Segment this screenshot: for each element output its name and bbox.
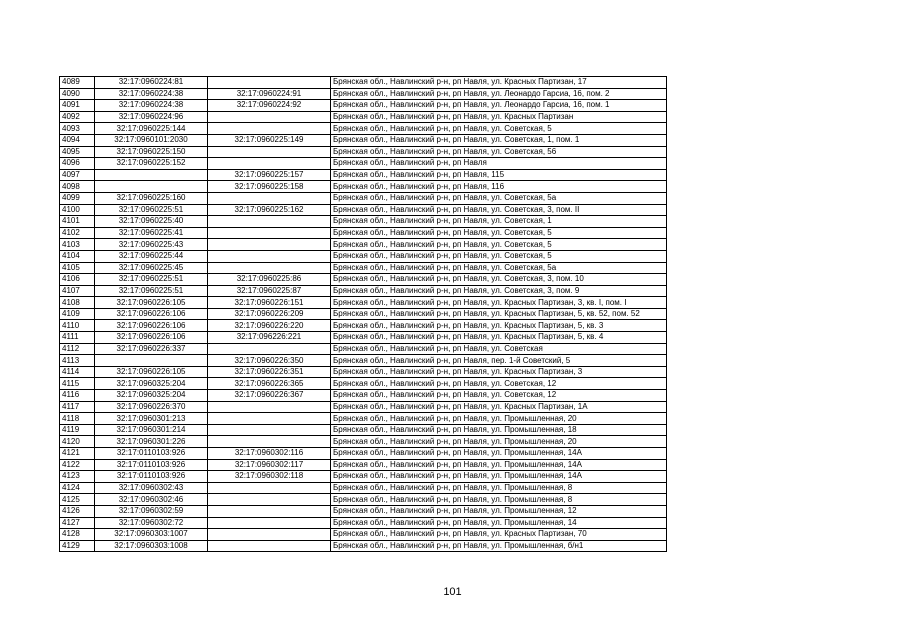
cadastral-number-cell: 32:17:0960325:204 xyxy=(95,378,208,390)
cadastral-number-cell: 32:17:0960225:51 xyxy=(95,274,208,286)
table-row xyxy=(60,192,667,204)
table-row xyxy=(60,308,667,320)
table-row xyxy=(60,471,667,483)
table-row xyxy=(60,297,667,309)
table-row xyxy=(60,134,667,146)
row-number-cell: 4096 xyxy=(60,158,95,170)
table-row xyxy=(60,146,667,158)
related-cadastral-number-cell xyxy=(208,192,331,204)
address-cell: Брянская обл., Навлинский р-н, рп Навля, ул. Красных Партизан xyxy=(331,111,667,123)
address-cell: Брянская обл., Навлинский р-н, рп Навля, ул. Советская, 5а xyxy=(331,262,667,274)
related-cadastral-number-cell: 32:17:0960226:350 xyxy=(208,355,331,367)
row-number-cell: 4098 xyxy=(60,181,95,193)
cadastral-number-cell: 32:17:0110103:926 xyxy=(95,459,208,471)
row-number-cell: 4097 xyxy=(60,169,95,181)
address-cell: Брянская обл., Навлинский р-н, рп Навля, ул. Советская, 1, пом. 1 xyxy=(331,134,667,146)
related-cadastral-number-cell xyxy=(208,239,331,251)
row-number-cell: 4128 xyxy=(60,529,95,541)
address-cell: Брянская обл., Навлинский р-н, рп Навля, ул. Промышленная, 18 xyxy=(331,424,667,436)
row-number-cell: 4124 xyxy=(60,482,95,494)
table-row xyxy=(60,378,667,390)
related-cadastral-number-cell: 32:17:0960225:87 xyxy=(208,285,331,297)
cadastral-number-cell: 32:17:0960101:2030 xyxy=(95,134,208,146)
related-cadastral-number-cell xyxy=(208,343,331,355)
related-cadastral-number-cell xyxy=(208,401,331,413)
table-row xyxy=(60,401,667,413)
row-number-cell: 4105 xyxy=(60,262,95,274)
cadastral-number-cell: 32:17:0110103:926 xyxy=(95,471,208,483)
table-row xyxy=(60,181,667,193)
row-number-cell: 4094 xyxy=(60,134,95,146)
related-cadastral-number-cell xyxy=(208,146,331,158)
address-cell: Брянская обл., Навлинский р-н, рп Навля, ул. Красных Партизан, 5, кв. 3 xyxy=(331,320,667,332)
cadastral-number-cell xyxy=(95,169,208,181)
related-cadastral-number-cell: 32:17:0960302:118 xyxy=(208,471,331,483)
cadastral-number-cell: 32:17:0960225:41 xyxy=(95,227,208,239)
row-number-cell: 4123 xyxy=(60,471,95,483)
address-cell: Брянская обл., Навлинский р-н, рп Навля, ул. Промышленная, 14 xyxy=(331,517,667,529)
address-cell: Брянская обл., Навлинский р-н, рп Навля, ул. Красных Партизан, 5, кв. 4 xyxy=(331,332,667,344)
address-cell: Брянская обл., Навлинский р-н, рп Навля, ул. Промышленная, 20 xyxy=(331,436,667,448)
row-number-cell: 4106 xyxy=(60,274,95,286)
table-row xyxy=(60,169,667,181)
related-cadastral-number-cell xyxy=(208,158,331,170)
row-number-cell: 4093 xyxy=(60,123,95,135)
address-cell: Брянская обл., Навлинский р-н, рп Навля, ул. Советская, 12 xyxy=(331,390,667,402)
row-number-cell: 4125 xyxy=(60,494,95,506)
row-number-cell: 4095 xyxy=(60,146,95,158)
cadastral-number-cell: 32:17:0960303:1007 xyxy=(95,529,208,541)
address-cell: Брянская обл., Навлинский р-н, рп Навля, ул. Красных Партизан, 5, кв. 52, пом. 52 xyxy=(331,308,667,320)
address-cell: Брянская обл., Навлинский р-н, рп Навля xyxy=(331,158,667,170)
cadastral-number-cell: 32:17:0960225:43 xyxy=(95,239,208,251)
address-cell: Брянская обл., Навлинский р-н, рп Навля, пер. 1-й Советский, 5 xyxy=(331,355,667,367)
row-number-cell: 4092 xyxy=(60,111,95,123)
related-cadastral-number-cell: 32:17:0960225:157 xyxy=(208,169,331,181)
table-row xyxy=(60,320,667,332)
related-cadastral-number-cell: 32:17:0960226:220 xyxy=(208,320,331,332)
address-cell: Брянская обл., Навлинский р-н, рп Навля, ул. Советская, 12 xyxy=(331,378,667,390)
related-cadastral-number-cell xyxy=(208,424,331,436)
table-row xyxy=(60,239,667,251)
related-cadastral-number-cell xyxy=(208,227,331,239)
row-number-cell: 4122 xyxy=(60,459,95,471)
cadastral-number-cell: 32:17:0960226:337 xyxy=(95,343,208,355)
cadastral-number-cell: 32:17:0960302:46 xyxy=(95,494,208,506)
related-cadastral-number-cell xyxy=(208,517,331,529)
address-cell: Брянская обл., Навлинский р-н, рп Навля, ул. Промышленная, 14А xyxy=(331,471,667,483)
table-row xyxy=(60,366,667,378)
address-cell: Брянская обл., Навлинский р-н, рп Навля, ул. Красных Партизан, 3 xyxy=(331,366,667,378)
cadastral-number-cell: 32:17:0960225:150 xyxy=(95,146,208,158)
table-row xyxy=(60,390,667,402)
address-cell: Брянская обл., Навлинский р-н, рп Навля, ул. Промышленная, 14А xyxy=(331,448,667,460)
address-cell: Брянская обл., Навлинский р-н, рп Навля, ул. Промышленная, 8 xyxy=(331,494,667,506)
cadastral-number-cell: 32:17:0960225:40 xyxy=(95,216,208,228)
row-number-cell: 4107 xyxy=(60,285,95,297)
row-number-cell: 4112 xyxy=(60,343,95,355)
cadastral-number-cell: 32:17:0960325:204 xyxy=(95,390,208,402)
cadastral-number-cell: 32:17:0960224:38 xyxy=(95,88,208,100)
table-row xyxy=(60,285,667,297)
address-cell: Брянская обл., Навлинский р-н, рп Навля, 116 xyxy=(331,181,667,193)
row-number-cell: 4099 xyxy=(60,192,95,204)
address-cell: Брянская обл., Навлинский р-н, рп Навля, ул. Промышленная, б/н1 xyxy=(331,540,667,552)
related-cadastral-number-cell xyxy=(208,123,331,135)
related-cadastral-number-cell: 32:17:096226:221 xyxy=(208,332,331,344)
address-cell: Брянская обл., Навлинский р-н, рп Навля, ул. Советская, 3, пом. 10 xyxy=(331,274,667,286)
table-row xyxy=(60,204,667,216)
row-number-cell: 4115 xyxy=(60,378,95,390)
related-cadastral-number-cell xyxy=(208,540,331,552)
cadastral-number-cell: 32:17:0960225:51 xyxy=(95,204,208,216)
cadastral-number-cell: 32:17:0960224:81 xyxy=(95,77,208,89)
row-number-cell: 4117 xyxy=(60,401,95,413)
table-row xyxy=(60,262,667,274)
table-row xyxy=(60,355,667,367)
related-cadastral-number-cell: 32:17:0960226:151 xyxy=(208,297,331,309)
table-row xyxy=(60,448,667,460)
cadastral-number-cell: 32:17:0960303:1008 xyxy=(95,540,208,552)
cadastral-table-body xyxy=(60,77,667,552)
row-number-cell: 4100 xyxy=(60,204,95,216)
table-row xyxy=(60,494,667,506)
row-number-cell: 4114 xyxy=(60,366,95,378)
related-cadastral-number-cell xyxy=(208,529,331,541)
address-cell: Брянская обл., Навлинский р-н, рп Навля, ул. Советская, 1 xyxy=(331,216,667,228)
address-cell: Брянская обл., Навлинский р-н, рп Навля, ул. Промышленная, 12 xyxy=(331,505,667,517)
table-row xyxy=(60,77,667,89)
table-row xyxy=(60,459,667,471)
row-number-cell: 4089 xyxy=(60,77,95,89)
row-number-cell: 4101 xyxy=(60,216,95,228)
address-cell: Брянская обл., Навлинский р-н, рп Навля, ул. Промышленная, 20 xyxy=(331,413,667,425)
table-row xyxy=(60,332,667,344)
address-cell: Брянская обл., Навлинский р-н, рп Навля, ул. Советская, 5 xyxy=(331,239,667,251)
row-number-cell: 4118 xyxy=(60,413,95,425)
row-number-cell: 4111 xyxy=(60,332,95,344)
table-row xyxy=(60,529,667,541)
table-row xyxy=(60,158,667,170)
related-cadastral-number-cell xyxy=(208,436,331,448)
address-cell: Брянская обл., Навлинский р-н, рп Навля, ул. Советская, 56 xyxy=(331,146,667,158)
table-row xyxy=(60,482,667,494)
related-cadastral-number-cell xyxy=(208,216,331,228)
cadastral-number-cell: 32:17:0960302:72 xyxy=(95,517,208,529)
row-number-cell: 4108 xyxy=(60,297,95,309)
address-cell: Брянская обл., Навлинский р-н, рп Навля, ул. Советская, 5 xyxy=(331,227,667,239)
cadastral-number-cell: 32:17:0960226:106 xyxy=(95,320,208,332)
cadastral-number-cell: 32:17:0960226:370 xyxy=(95,401,208,413)
related-cadastral-number-cell xyxy=(208,111,331,123)
cadastral-number-cell: 32:17:0960301:213 xyxy=(95,413,208,425)
cadastral-number-cell xyxy=(95,355,208,367)
cadastral-number-cell xyxy=(95,181,208,193)
table-row xyxy=(60,517,667,529)
cadastral-number-cell: 32:17:0960225:160 xyxy=(95,192,208,204)
page-number: 101 xyxy=(443,586,462,598)
row-number-cell: 4090 xyxy=(60,88,95,100)
related-cadastral-number-cell: 32:17:0960225:86 xyxy=(208,274,331,286)
row-number-cell: 4126 xyxy=(60,505,95,517)
row-number-cell: 4121 xyxy=(60,448,95,460)
row-number-cell: 4102 xyxy=(60,227,95,239)
address-cell: Брянская обл., Навлинский р-н, рп Навля, ул. Советская, 3, пом. 9 xyxy=(331,285,667,297)
cadastral-number-cell: 32:17:0960226:105 xyxy=(95,366,208,378)
row-number-cell: 4113 xyxy=(60,355,95,367)
cadastral-number-cell: 32:17:0960225:44 xyxy=(95,250,208,262)
row-number-cell: 4116 xyxy=(60,390,95,402)
table-row xyxy=(60,274,667,286)
table-row xyxy=(60,436,667,448)
related-cadastral-number-cell: 32:17:0960225:162 xyxy=(208,204,331,216)
related-cadastral-number-cell xyxy=(208,494,331,506)
related-cadastral-number-cell xyxy=(208,482,331,494)
table-row xyxy=(60,250,667,262)
related-cadastral-number-cell xyxy=(208,77,331,89)
cadastral-number-cell: 32:17:0960225:152 xyxy=(95,158,208,170)
table-row xyxy=(60,343,667,355)
table-row xyxy=(60,413,667,425)
cadastral-number-cell: 32:17:0960226:105 xyxy=(95,297,208,309)
address-cell: Брянская обл., Навлинский р-н, рп Навля, 115 xyxy=(331,169,667,181)
cadastral-number-cell: 32:17:0960301:214 xyxy=(95,424,208,436)
address-cell: Брянская обл., Навлинский р-н, рп Навля, ул. Советская xyxy=(331,343,667,355)
address-cell: Брянская обл., Навлинский р-н, рп Навля, ул. Красных Партизан, 17 xyxy=(331,77,667,89)
address-cell: Брянская обл., Навлинский р-н, рп Навля, ул. Промышленная, 8 xyxy=(331,482,667,494)
related-cadastral-number-cell: 32:17:0960224:92 xyxy=(208,100,331,112)
address-cell: Брянская обл., Навлинский р-н, рп Навля, ул. Леонардо Гарсиа, 16, пом. 2 xyxy=(331,88,667,100)
related-cadastral-number-cell xyxy=(208,505,331,517)
row-number-cell: 4109 xyxy=(60,308,95,320)
table-row xyxy=(60,424,667,436)
cadastral-number-cell: 32:17:0960226:106 xyxy=(95,332,208,344)
address-cell: Брянская обл., Навлинский р-н, рп Навля, ул. Красных Партизан, 70 xyxy=(331,529,667,541)
related-cadastral-number-cell: 32:17:0960226:367 xyxy=(208,390,331,402)
row-number-cell: 4103 xyxy=(60,239,95,251)
cadastral-number-cell: 32:17:0960224:96 xyxy=(95,111,208,123)
cadastral-number-cell: 32:17:0960302:59 xyxy=(95,505,208,517)
row-number-cell: 4129 xyxy=(60,540,95,552)
row-number-cell: 4091 xyxy=(60,100,95,112)
related-cadastral-number-cell xyxy=(208,250,331,262)
cadastral-number-cell: 32:17:0960225:51 xyxy=(95,285,208,297)
address-cell: Брянская обл., Навлинский р-н, рп Навля, ул. Промышленная, 14А xyxy=(331,459,667,471)
table-row xyxy=(60,111,667,123)
related-cadastral-number-cell: 32:17:0960224:91 xyxy=(208,88,331,100)
cadastral-number-cell: 32:17:0960301:226 xyxy=(95,436,208,448)
related-cadastral-number-cell: 32:17:0960226:351 xyxy=(208,366,331,378)
cadastral-number-cell: 32:17:0960225:144 xyxy=(95,123,208,135)
address-cell: Брянская обл., Навлинский р-н, рп Навля, ул. Советская, 5 xyxy=(331,123,667,135)
address-cell: Брянская обл., Навлинский р-н, рп Навля, ул. Красных Партизан, 3, кв. I, пом. I xyxy=(331,297,667,309)
cadastral-number-cell: 32:17:0960226:106 xyxy=(95,308,208,320)
row-number-cell: 4104 xyxy=(60,250,95,262)
cadastral-number-cell: 32:17:0110103:926 xyxy=(95,448,208,460)
address-cell: Брянская обл., Навлинский р-н, рп Навля, ул. Леонардо Гарсиа, 16, пом. 1 xyxy=(331,100,667,112)
table-row xyxy=(60,88,667,100)
table-row xyxy=(60,216,667,228)
related-cadastral-number-cell xyxy=(208,262,331,274)
cadastral-number-cell: 32:17:0960225:45 xyxy=(95,262,208,274)
related-cadastral-number-cell: 32:17:0960226:365 xyxy=(208,378,331,390)
address-cell: Брянская обл., Навлинский р-н, рп Навля, ул. Красных Партизан, 1А xyxy=(331,401,667,413)
cadastral-number-cell: 32:17:0960224:38 xyxy=(95,100,208,112)
row-number-cell: 4127 xyxy=(60,517,95,529)
row-number-cell: 4110 xyxy=(60,320,95,332)
cadastral-table xyxy=(59,76,667,552)
cadastral-number-cell: 32:17:0960302:43 xyxy=(95,482,208,494)
related-cadastral-number-cell: 32:17:0960226:209 xyxy=(208,308,331,320)
row-number-cell: 4120 xyxy=(60,436,95,448)
table-row xyxy=(60,505,667,517)
address-cell: Брянская обл., Навлинский р-н, рп Навля, ул. Советская, 3, пом. II xyxy=(331,204,667,216)
address-cell: Брянская обл., Навлинский р-н, рп Навля, ул. Советская, 5а xyxy=(331,192,667,204)
table-row xyxy=(60,123,667,135)
related-cadastral-number-cell: 32:17:0960225:158 xyxy=(208,181,331,193)
row-number-cell: 4119 xyxy=(60,424,95,436)
table-row xyxy=(60,540,667,552)
related-cadastral-number-cell: 32:17:0960302:116 xyxy=(208,448,331,460)
related-cadastral-number-cell xyxy=(208,413,331,425)
table-row xyxy=(60,227,667,239)
related-cadastral-number-cell: 32:17:0960302:117 xyxy=(208,459,331,471)
related-cadastral-number-cell: 32:17:0960225:149 xyxy=(208,134,331,146)
address-cell: Брянская обл., Навлинский р-н, рп Навля, ул. Советская, 5 xyxy=(331,250,667,262)
table-row xyxy=(60,100,667,112)
